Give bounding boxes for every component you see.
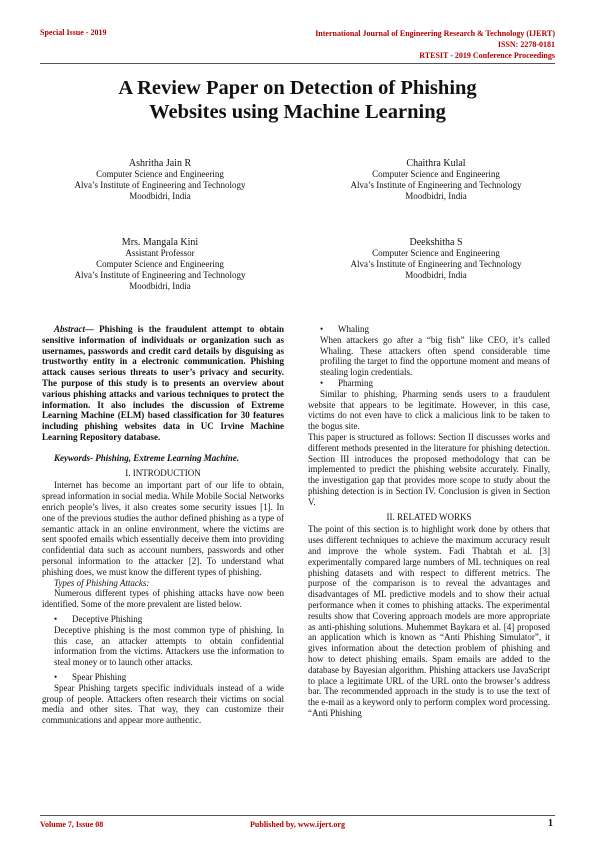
title-line-2: Websites using Machine Learning (149, 101, 446, 123)
spear-text: Spear Phishing targets specific individuals instead of a wide group of people. Attackers often research their victims on social media and other sites. That way, they can customize their communications and appear more authentic. (42, 682, 284, 726)
author-inst: Alva’s Institute of Engineering and Technology (350, 180, 522, 190)
pharming-text: Similar to phishing, Pharming sends users to a fraudulent website that appears to be legitimate. However, in this case, victims do not even have to click a malicious link to be taken to the bogus site. (308, 388, 550, 432)
author-dept: Computer Science and Engineering (96, 259, 224, 269)
running-header-right (315, 28, 555, 61)
author-title: Assistant Professor (125, 248, 195, 258)
footer-volume: Volume 7, Issue 08 (40, 820, 104, 829)
author-block-1 (30, 158, 290, 202)
author-name: Ashritha Jain R (128, 158, 192, 169)
footer-publisher: Published by, www.ijert.org (250, 820, 345, 829)
author-inst: Alva’s Institute of Engineering and Technology (74, 270, 246, 280)
left-column (42, 324, 284, 726)
journal-name: International Journal of Engineering Research & Technology (IJERT) (315, 29, 555, 38)
whaling-text: When attackers go after a “big fish” like CEO, it’s called Whaling. These attackers often spend considerable time profiling the target to find the opportune moment and means of stealing login credentials. (320, 334, 550, 378)
bullet-whaling (308, 324, 550, 335)
issn: ISSN: 2278-0181 (497, 40, 555, 49)
author-name: Mrs. Mangala Kini (121, 237, 199, 248)
running-header-left: Special Issue - 2019 (40, 28, 107, 37)
author-dept: Computer Science and Engineering (96, 169, 224, 179)
abstract (42, 324, 284, 443)
author-loc: Moodbidri, India (129, 281, 191, 291)
bullet-deceptive (42, 614, 284, 625)
author-name: Deekshitha S (409, 237, 463, 248)
author-block-4 (306, 237, 566, 281)
paper-title (40, 76, 555, 124)
bullet-title: Whaling (338, 324, 369, 334)
author-dept: Computer Science and Engineering (372, 169, 500, 179)
author-inst: Alva’s Institute of Engineering and Technology (350, 259, 522, 269)
right-column (308, 324, 550, 719)
types-heading: Types of Phishing Attacks: (54, 577, 150, 588)
title-line-1: A Review Paper on Detection of Phishing (118, 77, 477, 99)
abstract-label: Abstract— (54, 324, 95, 334)
structure-paragraph: This paper is structured as follows: Section II discusses works and different methods presented in the literature for phishing detection. Section III introduces the proposed methodology that can be implemented to predict the phishing website accurately. Finally, the investigation gap that provides more scope to study about the phishing detection is in Section IV. Conclusion is given in Section V. (308, 431, 550, 507)
author-loc: Moodbidri, India (129, 191, 191, 201)
author-dept: Computer Science and Engineering (372, 248, 500, 258)
author-loc: Moodbidri, India (405, 270, 467, 280)
conference-name: RTESIT - 2019 Conference Proceedings (419, 51, 555, 60)
bullet-title: Deceptive Phishing (72, 613, 143, 624)
footer-rule (40, 815, 555, 816)
author-name: Chaithra Kulal (406, 158, 466, 169)
bullet-title: Pharming (338, 377, 373, 388)
header-rule (40, 63, 555, 64)
author-inst: Alva’s Institute of Engineering and Technology (74, 180, 246, 190)
abstract-text: Phishing is the fraudulent attempt to obtain sensitive information of individuals or organization such as usernames, passwords and credit card details by disguising as trustworthy entity in a electronic communication. Phishing attack causes serious threats to user’s privacy and security. The purpose of this study is to presents an overview about various phishing attacks and various techniques to protect the information. It also includes the discussion of Extreme Learning Machine (ELM) based classification for 30 features including phishing websites data in UC Irvine Machine Learning Repository database. (42, 324, 284, 442)
bullet-pharming (308, 378, 550, 389)
author-block-2 (306, 158, 566, 202)
deceptive-text: Deceptive phishing is the most common type of phishing. In this case, an attacker attempts to obtain confidential information from the victims. Attackers use the information to steal money or to launch other attacks. (54, 624, 284, 668)
bullet-spear (42, 672, 284, 683)
intro-paragraph: Internet has become an important part of our life to obtain, spread information in social media. While Mobile Social Networks enrich people’s lives, it also creates some security issues [1]. In one of the previous studies the author defined phishing as a type of semantic attack in an online environment, where the victims are sent spoofed emails which essentially deceive them into providing confidential data such as account numbers, passwords and other personal information to the attacker [2]. To understand what phishing does, we must know the different types of phishing. (42, 480, 284, 577)
bullet-title: Spear Phishing (72, 671, 127, 682)
author-block-3 (30, 237, 290, 292)
page-number: 1 (548, 818, 553, 829)
author-loc: Moodbidri, India (405, 191, 467, 201)
keywords: Keywords- Phishing, Extreme Learning Machine. (54, 452, 240, 463)
types-paragraph: Numerous different types of phishing attacks have now been identified. Some of the more prevalent are listed below. (42, 588, 284, 610)
section-heading-related-works: II. RELATED WORKS (386, 511, 472, 522)
related-works-paragraph: The point of this section is to highlight work done by others that uses different techniques to achieve the maximum accuracy result and improve the whole system. Fadi Thabtah et al. [3] experimentally compared large numbers of ML techniques on real phishing datasets and with respect to different metrics. The purpose of the comparison is to reveal the advantages and disadvantages of ML predictive models and to show their actual performance when it comes to phishing attacks. The experimental results show that Covering approach models are more appropriate as anti-phishing solutions. Muhemmet Baykara et al. [4] proposed an application which is known as “Anti Phishing Simulator”, it gives information about the detection problem of phishing and how to detect phishing emails. Spam emails are added to the database by Bayesian algorithm. Phishing attackers use JavaScript to place a legitimate URL of the URL onto the browser’s address bar. The recommended approach in the study is to use the text of the e-mail as a keyword only to perform complex word processing. “Anti Phishing (308, 524, 550, 718)
section-heading-introduction: I. INTRODUCTION (125, 467, 201, 478)
